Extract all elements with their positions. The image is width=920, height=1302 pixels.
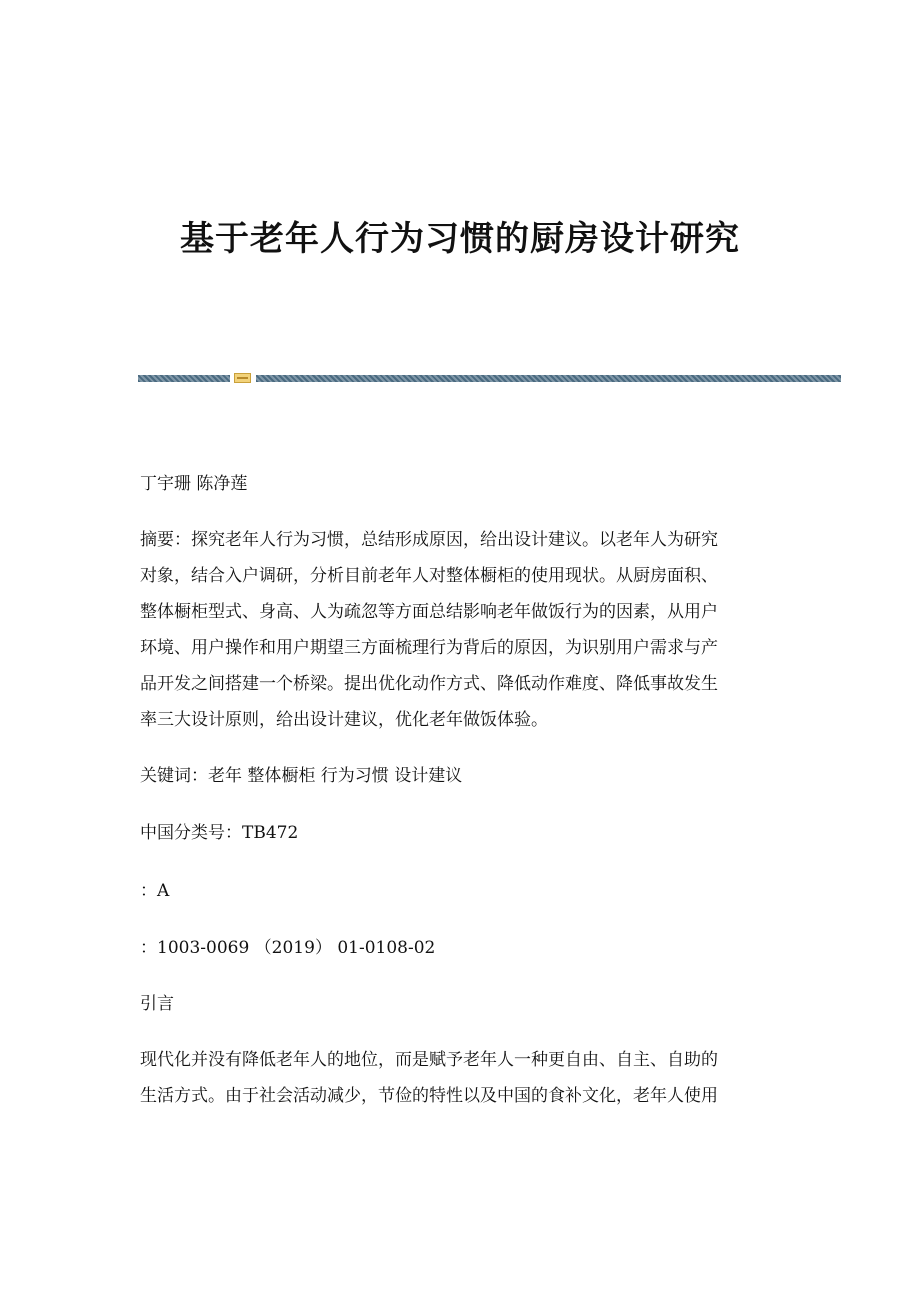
intro-line: 现代化并没有降低老年人的地位，而是赋予老年人一种更自由、自主、自助的	[140, 1050, 718, 1070]
abstract-line: 率三大设计原则，给出设计建议，优化老年做饭体验。	[140, 710, 548, 730]
abstract-line: 环境、用户操作和用户期望三方面梳理行为背后的原因，为识别用户需求与产	[140, 638, 718, 658]
abstract-line	[140, 522, 772, 558]
divider-bar-left	[138, 375, 230, 382]
document-code: ：A	[140, 881, 170, 901]
article-id: ：1003-0069 （2019） 01-0108-02	[140, 938, 436, 958]
section-heading-intro: 引言	[140, 994, 174, 1014]
authors: 丁宇珊 陈净莲	[140, 474, 248, 494]
document-body	[140, 466, 772, 1114]
abstract-line: 对象，结合入户调研，分析目前老年人对整体橱柜的使用现状。从厨房面积、	[140, 566, 718, 586]
divider-ornament-icon	[234, 373, 251, 383]
classification-number: 中国分类号：TB472	[140, 823, 299, 843]
intro-line: 生活方式。由于社会活动减少，节俭的特性以及中国的食补文化，老年人使用	[140, 1086, 718, 1106]
abstract	[140, 522, 772, 738]
abstract-line-text: 探究老年人行为习惯，总结形成原因，给出设计建议。以老年人为研究	[191, 530, 718, 550]
abstract-line: 整体橱柜型式、身高、人为疏忽等方面总结影响老年做饭行为的因素，从用户	[140, 602, 718, 622]
abstract-line: 品开发之间搭建一个桥梁。提出优化动作方式、降低动作难度、降低事故发生	[140, 674, 718, 694]
intro-paragraph	[140, 1042, 772, 1114]
divider-bar-right	[256, 375, 841, 382]
title-divider	[138, 373, 841, 383]
abstract-label: 摘要：	[140, 530, 191, 550]
keywords: 关键词：老年 整体橱柜 行为习惯 设计建议	[140, 766, 463, 786]
document-title: 基于老年人行为习惯的厨房设计研究	[180, 219, 740, 259]
